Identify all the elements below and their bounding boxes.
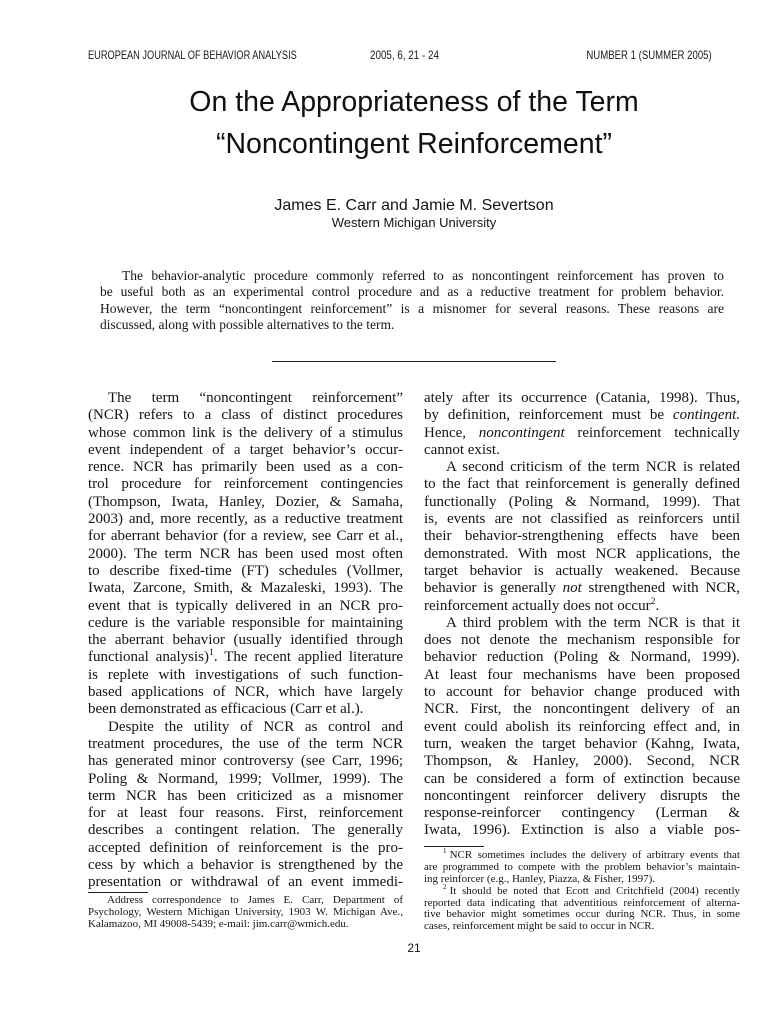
body-text-line: has generated minor controversy (see Carr, 1996; (88, 753, 403, 770)
body-text-line: demonstrated. With most NCR applications, the (424, 545, 740, 562)
body-text-line: A second criticism of the term NCR is related (446, 459, 740, 476)
body-text-line: A third problem with the term NCR is that it (446, 614, 740, 631)
body-text-line: been demonstrated as efficacious (Carr et al.). (88, 701, 364, 718)
text-segment: NCR sometimes includes the delivery of arbitrary events that (449, 849, 740, 861)
body-text-line: based applications of NCR, which have largely (88, 684, 403, 701)
body-text-line (424, 407, 740, 424)
footnotes (424, 847, 740, 933)
body-text-line: target behavior is actually weakened. Because (424, 562, 740, 579)
footnotes-rule (424, 846, 484, 847)
body-text-line: cess by which a behavior is strengthened by the (88, 857, 403, 874)
body-text-line: is replete with investigations of such function- (88, 666, 403, 683)
citation: 2005, 6, 21 - 24 (370, 48, 439, 62)
text-segment: reinforcement actually does not occur (424, 597, 651, 614)
footnote-marker: 1 (443, 847, 447, 856)
body-text-line: treatment procedures, the use of the term NCR (88, 735, 403, 752)
italic-emphasis: contingent. (672, 407, 740, 424)
body-text-line: Iwata, 1996). Extinction is also a viable pos- (424, 822, 740, 839)
footnote-line (424, 883, 740, 898)
page-number: 21 (407, 941, 421, 955)
body-text-line: At least four mechanisms have been proposed (424, 666, 740, 683)
footnote-reference-2: 2 (650, 595, 656, 607)
body-text-line: (NCR) refers to a class of distinct procedures (88, 407, 403, 424)
footnote-line: Kalamazoo, MI 49008-5439; e-mail: jim.carr@wmich.edu. (88, 917, 349, 930)
body-text-line (424, 425, 740, 442)
footnote-line: Psychology, Western Michigan University, 1903 W. Michigan Ave., (88, 905, 403, 918)
abstract-line: However, the term “noncontingent reinforcement” is a misnomer for several reasons. These reasons are (100, 300, 724, 316)
body-text-line: (Thompson, Iwata, Hanley, Dozier, & Samaha, (88, 493, 403, 510)
footnote-1 (424, 847, 740, 886)
body-text-line: 2000). The term NCR has been used most often (88, 545, 403, 562)
article-title (88, 81, 740, 165)
body-text-line: ately after its occurrence (Catania, 1998). Thus, (424, 390, 740, 406)
body-text-line: trol procedure for reinforcement contingencies (88, 476, 403, 493)
body-text-line: behavior reduction (Poling & Normand, 1999). (424, 649, 740, 666)
body-text-line: functionally (Poling & Normand, 1999). That (424, 493, 740, 510)
abstract-line: discussed, along with possible alternatives to the term. (100, 317, 395, 333)
correspondence-footnote (88, 895, 403, 931)
article-title-line: On the Appropriateness of the Term (189, 86, 639, 118)
body-text-line: for aberrant behavior (for a review, see Carr et al., (88, 528, 403, 545)
body-text-line: Despite the utility of NCR as control and (108, 718, 403, 735)
right-column (424, 390, 740, 840)
body-text-line: event independent of a target behavior’s occur- (88, 441, 403, 458)
body-text-line: Iwata, Zarcone, Smith, & Mazaleski, 1993). The (88, 580, 403, 597)
abstract-divider (272, 361, 556, 362)
text-segment: by definition, reinforcement must be (424, 407, 673, 424)
text-segment: Hence, (424, 424, 479, 441)
body-text-line: accepted definition of reinforcement is the pro- (88, 839, 403, 856)
body-text-line: cedure is the variable responsible for maintaining (88, 614, 403, 631)
body-text-line: NCR. First, the noncontingent delivery of an (424, 701, 740, 718)
body-text-line: is, events are not classified as reinforcers until (424, 511, 740, 528)
body-text-line: to the fact that reinforcement is generally defined (424, 476, 740, 493)
footnote-line: Address correspondence to James E. Carr, Department of (107, 894, 403, 906)
body-text-line: does not denote the mechanism responsible for (424, 632, 740, 649)
body-text-line: cannot exist. (424, 441, 500, 458)
article-title-line: “Noncontingent Reinforcement” (215, 128, 613, 160)
body-text-line: to account for behavior change produced with (424, 684, 740, 701)
body-text-line: their behavior-strengthening effects have been (424, 528, 740, 545)
body-text-line: to describe fixed-time (FT) schedules (Vollmer, (88, 562, 403, 579)
body-text-line: turn, weaken the target behavior (Kahng, Iwata, (424, 735, 740, 752)
body-text-line: the aberrant behavior (usually identified through (88, 632, 403, 649)
text-segment: . The recent applied literature (213, 649, 404, 666)
journal-name: EUROPEAN JOURNAL OF BEHAVIOR ANALYSIS (88, 48, 297, 62)
footnote-2 (424, 883, 740, 934)
text-segment: . (655, 597, 660, 614)
author-names: James E. Carr and Jamie M. Severtson (274, 197, 554, 214)
body-text-line: The term “noncontingent reinforcement” (108, 390, 403, 406)
abstract-line: be useful both as an experimental control procedure and as a reductive treatment for problem behavior. (100, 284, 724, 300)
body-text-line: event that is typically delivered in an NCR pro- (88, 597, 403, 614)
body-text-line (88, 649, 403, 666)
footnote-line: are programmed to compete with the problem behavior’s maintain- (424, 860, 740, 873)
body-text-line: noncontingent reinforcer delivery disrupts the (424, 787, 740, 804)
body-text-line: whose common link is the delivery of a stimulus (88, 424, 403, 441)
body-text-line: presentation or withdrawal of an event immedi- (88, 874, 403, 891)
text-segment: strengthened with NCR, (581, 580, 740, 597)
left-column (88, 390, 403, 892)
body-text-line: rence. NCR has primarily been used as a con- (88, 459, 403, 476)
footnote-line: cases, reinforcement might be said to occur in NCR. (424, 920, 655, 933)
text-segment: behavior is generally (424, 580, 563, 597)
footnote-line: reported data indicating that adventitious reinforcement of alterna- (424, 896, 740, 909)
abstract (100, 268, 724, 334)
issue-number: NUMBER 1 (SUMMER 2005) (586, 48, 712, 62)
body-text-line: 2003) and, more recently, as a reductive treatment (88, 511, 403, 528)
correspondence-footnote-rule (88, 892, 148, 893)
body-text-line: event could abolish its reinforcing effect and, in (424, 718, 740, 735)
body-text-line: Poling & Normand, 1999; Vollmer, 1999). The (88, 770, 403, 787)
abstract-line: The behavior-analytic procedure commonly referred to as noncontingent reinforcement has proven to (122, 268, 724, 283)
body-text-line (424, 595, 740, 615)
text-segment: reinforcement technically (564, 424, 741, 441)
body-text-line: can be considered a form of extinction because (424, 770, 740, 787)
italic-emphasis: noncontingent (478, 424, 565, 441)
footnote-line: ing reinforcer (e.g., Hanley, Piazza, & Fisher, 1997). (424, 872, 655, 885)
body-text-line (424, 580, 740, 597)
footnote-line: tive behavior might sometimes occur during NCR. Thus, in some (424, 908, 740, 921)
text-segment: It should be noted that Ecott and Critchfield (2004) recently (449, 884, 740, 897)
italic-emphasis: not (562, 580, 582, 597)
body-text-line: describes a contingent relation. The generally (88, 822, 403, 839)
footnote-reference-1: 1 (209, 647, 214, 659)
footnote-marker: 2 (443, 883, 447, 892)
text-segment: functional analysis) (88, 649, 209, 666)
body-text-line: for at least four reasons. First, reinforcement (88, 805, 403, 822)
author-affiliation: Western Michigan University (331, 215, 497, 230)
body-text-line: term NCR has been criticized as a misnomer (88, 787, 403, 804)
body-text-line: response-reinforcer contingency (Lerman & (424, 805, 740, 822)
body-text-line: Thompson, & Hanley, 2000). Second, NCR (424, 753, 740, 770)
